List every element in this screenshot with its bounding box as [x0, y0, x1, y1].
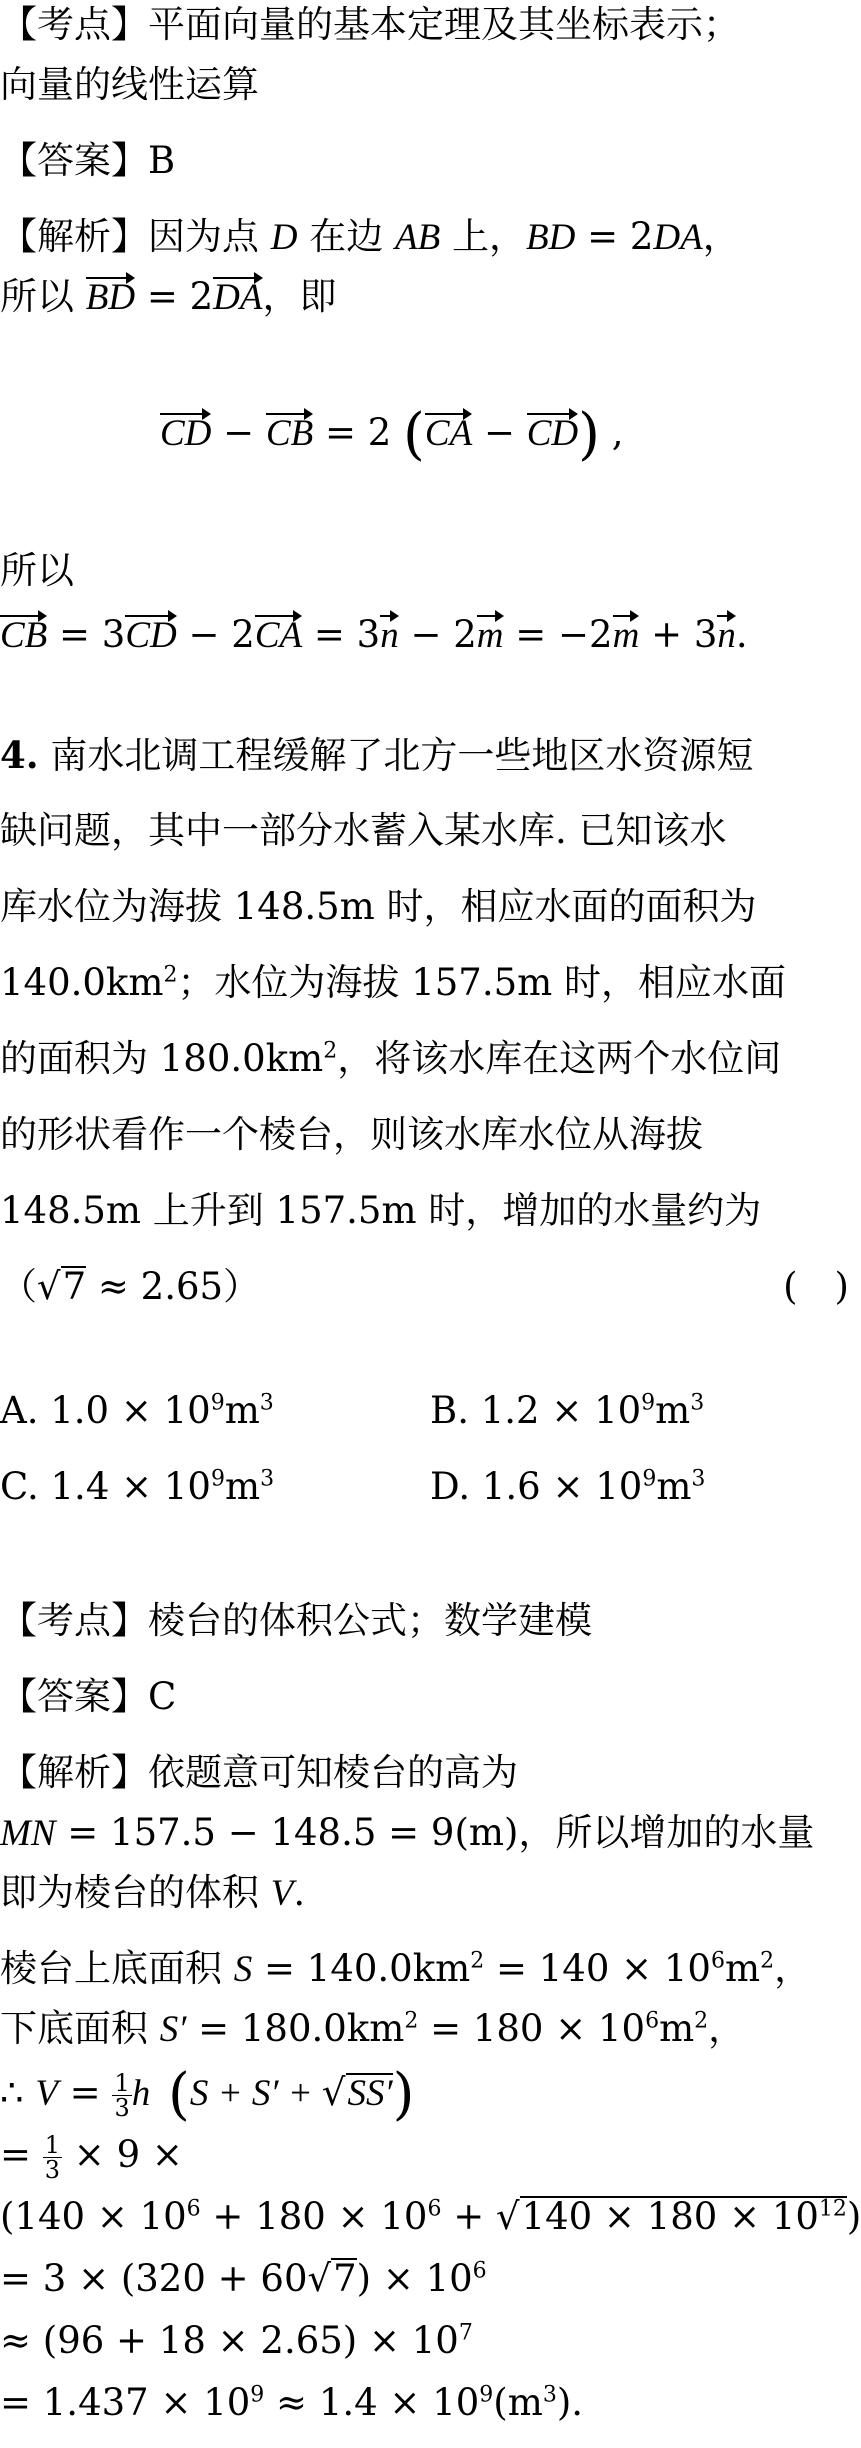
radicand: 7 — [333, 2257, 357, 2300]
punct: ， — [774, 1947, 812, 1990]
segment-bd: BD — [526, 217, 576, 258]
expr: S + S′ + — [189, 2073, 322, 2114]
exponent: 3 — [691, 1466, 706, 1492]
point-d: D — [270, 217, 298, 258]
question-number: 4. — [0, 733, 39, 777]
exponent: 3 — [260, 1466, 275, 1492]
vector-da: DA — [213, 275, 262, 321]
text: = 3 × (320 + 60 — [0, 2257, 308, 2300]
segment-mn: MN — [0, 1813, 56, 1854]
q3-equation-1 — [160, 402, 859, 467]
vector-m: m — [613, 613, 640, 659]
text: 因为点 — [148, 215, 271, 258]
text: = 157.5 − 148.5 = 9(m)，所以增加的水量 — [55, 1811, 815, 1854]
var-v: V — [35, 2073, 58, 2114]
var-s-prime: S′ — [159, 2009, 187, 2050]
radicand: 7 — [62, 1265, 87, 1308]
punct: , — [599, 411, 624, 454]
radicand: SS′ — [347, 2073, 393, 2114]
q3-analysis-line-1 — [0, 214, 859, 261]
text: = 140.0km — [252, 1947, 471, 1990]
exponent: 12 — [818, 2196, 847, 2222]
text: + 3 — [639, 613, 718, 656]
q4-formula-6 — [0, 2380, 859, 2426]
vector-m: m — [477, 613, 504, 659]
text: = — [57, 2071, 113, 2114]
text: 依题意可知棱台的高为 — [148, 1751, 518, 1794]
analysis-label: 【解析】 — [0, 215, 148, 258]
exponent: 9 — [250, 2382, 265, 2408]
exponent: 2 — [760, 1948, 775, 1974]
text: = −2 — [503, 613, 613, 656]
q4-stem-line-4 — [0, 960, 859, 1006]
stem-text: 的形状看作一个棱台，则该水库水位从海拔 — [0, 1113, 703, 1156]
var-h: h — [131, 2073, 151, 2114]
text: 140 × 180 × 10 — [521, 2195, 819, 2238]
sqrt-symbol: √ — [307, 2257, 332, 2300]
q3-equation-2 — [0, 612, 859, 659]
stem-text: 140.0km — [0, 961, 164, 1004]
text: = 3 — [47, 613, 126, 656]
vector-n: n — [717, 613, 736, 659]
unit: m — [724, 1947, 761, 1990]
vector-n: n — [380, 613, 399, 659]
exponent: 9 — [210, 1466, 225, 1492]
exponent: 6 — [710, 1948, 725, 1974]
exponent: 9 — [642, 1466, 657, 1492]
q4-analysis-line-4 — [0, 1946, 859, 1993]
vector-ca: CA — [255, 613, 302, 659]
text: + 180 × 10 — [200, 2195, 428, 2238]
therefore: ∴ — [0, 2071, 36, 2114]
exponent: 9 — [210, 1390, 225, 1416]
text: 所以 — [0, 275, 86, 318]
text: = 2 — [135, 275, 214, 318]
topic-text: 棱台的体积公式；数学建模 — [148, 1599, 592, 1642]
paren-close: ) — [392, 2062, 415, 2127]
paren-open: ( — [403, 402, 425, 467]
exponent: 2 — [163, 962, 178, 988]
q4-answer-line — [0, 1674, 859, 1720]
numerator: 1 — [44, 2131, 61, 2159]
sqrt-symbol: √ — [37, 1265, 61, 1308]
paren-close: ) — [578, 402, 600, 467]
answer-label: 【答案】 — [0, 139, 148, 182]
option-b — [430, 1388, 704, 1434]
text: = — [0, 2133, 43, 2176]
text: = 180 × 10 — [418, 2007, 646, 2050]
q4-formula-2 — [0, 2132, 859, 2182]
option-a — [0, 1388, 274, 1434]
text: 下底面积 — [0, 2007, 160, 2050]
exponent: 2 — [694, 2008, 709, 2034]
analysis-label: 【解析】 — [0, 1751, 148, 1794]
punct: ， — [708, 2007, 746, 2050]
unit: m — [656, 1465, 692, 1508]
numerator: 1 — [114, 2069, 130, 2097]
punct: . — [293, 1871, 306, 1914]
text: = 3 — [302, 613, 381, 656]
exponent: 6 — [186, 2196, 201, 2222]
operator: − — [472, 411, 527, 454]
exponent: 3 — [542, 2382, 557, 2408]
q3-so-line — [0, 548, 859, 594]
stem-text: ；水位为海拔 157.5m 时，相应水面 — [177, 961, 786, 1004]
text: = 180.0km — [186, 2007, 405, 2050]
option-text: C. 1.4 × 10 — [0, 1465, 211, 1508]
paren-open: ( — [150, 2062, 190, 2127]
q4-topic-line — [0, 1598, 859, 1644]
q4-stem-line-5 — [0, 1036, 859, 1082]
text: ≈ 1.4 × 10 — [264, 2381, 480, 2424]
answer-label: 【答案】 — [0, 1675, 148, 1718]
exponent: 2 — [323, 1038, 338, 1064]
punct: ). — [556, 2381, 584, 2424]
q4-analysis-line-5 — [0, 2006, 859, 2053]
text: = 1.437 × 10 — [0, 2381, 251, 2424]
option-text: D. 1.6 × 10 — [430, 1465, 643, 1508]
topic-text: 向量的线性运算 — [0, 63, 259, 106]
vector-bd: BD — [86, 275, 135, 321]
text: = 140 × 10 — [484, 1947, 711, 1990]
text: + — [441, 2195, 496, 2238]
text: ，即 — [262, 275, 337, 318]
exponent: 3 — [690, 1390, 705, 1416]
text: 棱台上底面积 — [0, 1947, 234, 1990]
q4-formula-1 — [0, 2062, 859, 2127]
vector-cb: CB — [0, 613, 47, 659]
text: ) × 10 — [356, 2257, 473, 2300]
option-text: B. 1.2 × 10 — [430, 1389, 642, 1432]
vector-cd: CD — [160, 411, 211, 457]
exponent: 2 — [404, 2008, 419, 2034]
exponent: 6 — [472, 2258, 487, 2284]
exponent: 3 — [259, 1390, 274, 1416]
q4-stem-line-2 — [0, 808, 859, 854]
text: (m — [493, 2381, 543, 2424]
fraction — [112, 2071, 131, 2120]
punct: . — [735, 613, 748, 656]
q3-analysis-line-2 — [0, 274, 859, 321]
exponent: 9 — [479, 2382, 494, 2408]
operator: = 2 — [313, 411, 404, 454]
text: ≈ (96 + 18 × 2.65) × 10 — [0, 2319, 459, 2362]
q3-answer-line — [0, 138, 859, 184]
radicand — [520, 2196, 847, 2236]
text: 所以 — [0, 549, 74, 592]
sqrt-symbol: √ — [495, 2195, 520, 2238]
q3-topic-line — [0, 2, 859, 48]
q4-stem-line-6 — [0, 1112, 859, 1158]
paren-close: ) — [846, 2195, 861, 2238]
text: = 2 — [575, 215, 654, 258]
text: × 9 × — [62, 2133, 183, 2176]
unit: m — [655, 1389, 691, 1432]
sqrt-symbol: √ — [321, 2071, 346, 2114]
vector-cd: CD — [527, 411, 578, 457]
var-v: V — [270, 1873, 294, 1914]
option-c — [0, 1464, 274, 1510]
stem-text: 的面积为 180.0km — [0, 1037, 324, 1080]
denominator: 3 — [114, 2094, 130, 2122]
vector-ca: CA — [425, 411, 472, 457]
vector-cb: CB — [266, 411, 313, 457]
operator: − — [211, 411, 266, 454]
option-text: A. 1.0 × 10 — [0, 1389, 211, 1432]
unit: m — [659, 2007, 695, 2050]
text: ， — [702, 215, 740, 258]
unit: m — [224, 1465, 261, 1508]
stem-text: （ — [0, 1265, 37, 1308]
q4-formula-3 — [0, 2194, 859, 2240]
q4-analysis-line-2 — [0, 1810, 859, 1857]
text: − 2 — [398, 613, 477, 656]
stem-text: 南水北调工程缓解了北方一些地区水资源短 — [38, 734, 754, 777]
exponent: 6 — [645, 2008, 660, 2034]
topic-label: 【考点】 — [0, 3, 148, 46]
q4-stem-line-1 — [0, 732, 859, 779]
q4-formula-5 — [0, 2318, 859, 2364]
q4-stem-line-3 — [0, 884, 859, 930]
topic-text: 平面向量的基本定理及其坐标表示； — [148, 3, 740, 46]
exponent: 2 — [470, 1948, 485, 1974]
var-s: S — [233, 1949, 253, 1990]
text: 即为棱台的体积 — [0, 1871, 271, 1914]
q4-stem-line-7 — [0, 1188, 859, 1234]
segment-da: DA — [653, 217, 703, 258]
stem-text: 库水位为海拔 148.5m 时，相应水面的面积为 — [0, 885, 757, 928]
text: 上， — [440, 215, 526, 258]
stem-text: 缺问题，其中一部分水蓄入某水库. 已知该水 — [0, 809, 727, 852]
stem-text: ≈ 2.65） — [86, 1265, 261, 1308]
segment-ab: AB — [395, 217, 441, 258]
q3-topic-line-2 — [0, 62, 859, 108]
q4-stem-line-8 — [0, 1264, 859, 1310]
q4-formula-4 — [0, 2256, 859, 2302]
text: 在边 — [297, 215, 396, 258]
stem-text: ，将该水库在这两个水位间 — [337, 1037, 782, 1080]
answer-value: B — [148, 139, 176, 182]
text: (140 × 10 — [0, 2195, 187, 2238]
topic-label: 【考点】 — [0, 1599, 148, 1642]
q4-analysis-line-3 — [0, 1870, 859, 1917]
q4-analysis-line-1 — [0, 1750, 859, 1796]
vector-cd: CD — [125, 613, 176, 659]
exponent: 7 — [458, 2320, 473, 2346]
text: − 2 — [176, 613, 255, 656]
denominator: 3 — [44, 2156, 61, 2184]
unit: m — [224, 1389, 260, 1432]
exponent: 6 — [427, 2196, 442, 2222]
answer-value: C — [148, 1675, 177, 1718]
fraction — [43, 2133, 62, 2182]
option-d — [430, 1464, 705, 1510]
stem-text: 148.5m 上升到 157.5m 时，增加的水量约为 — [0, 1189, 762, 1232]
exponent: 9 — [641, 1390, 656, 1416]
answer-blank: ( ) — [783, 1265, 849, 1308]
